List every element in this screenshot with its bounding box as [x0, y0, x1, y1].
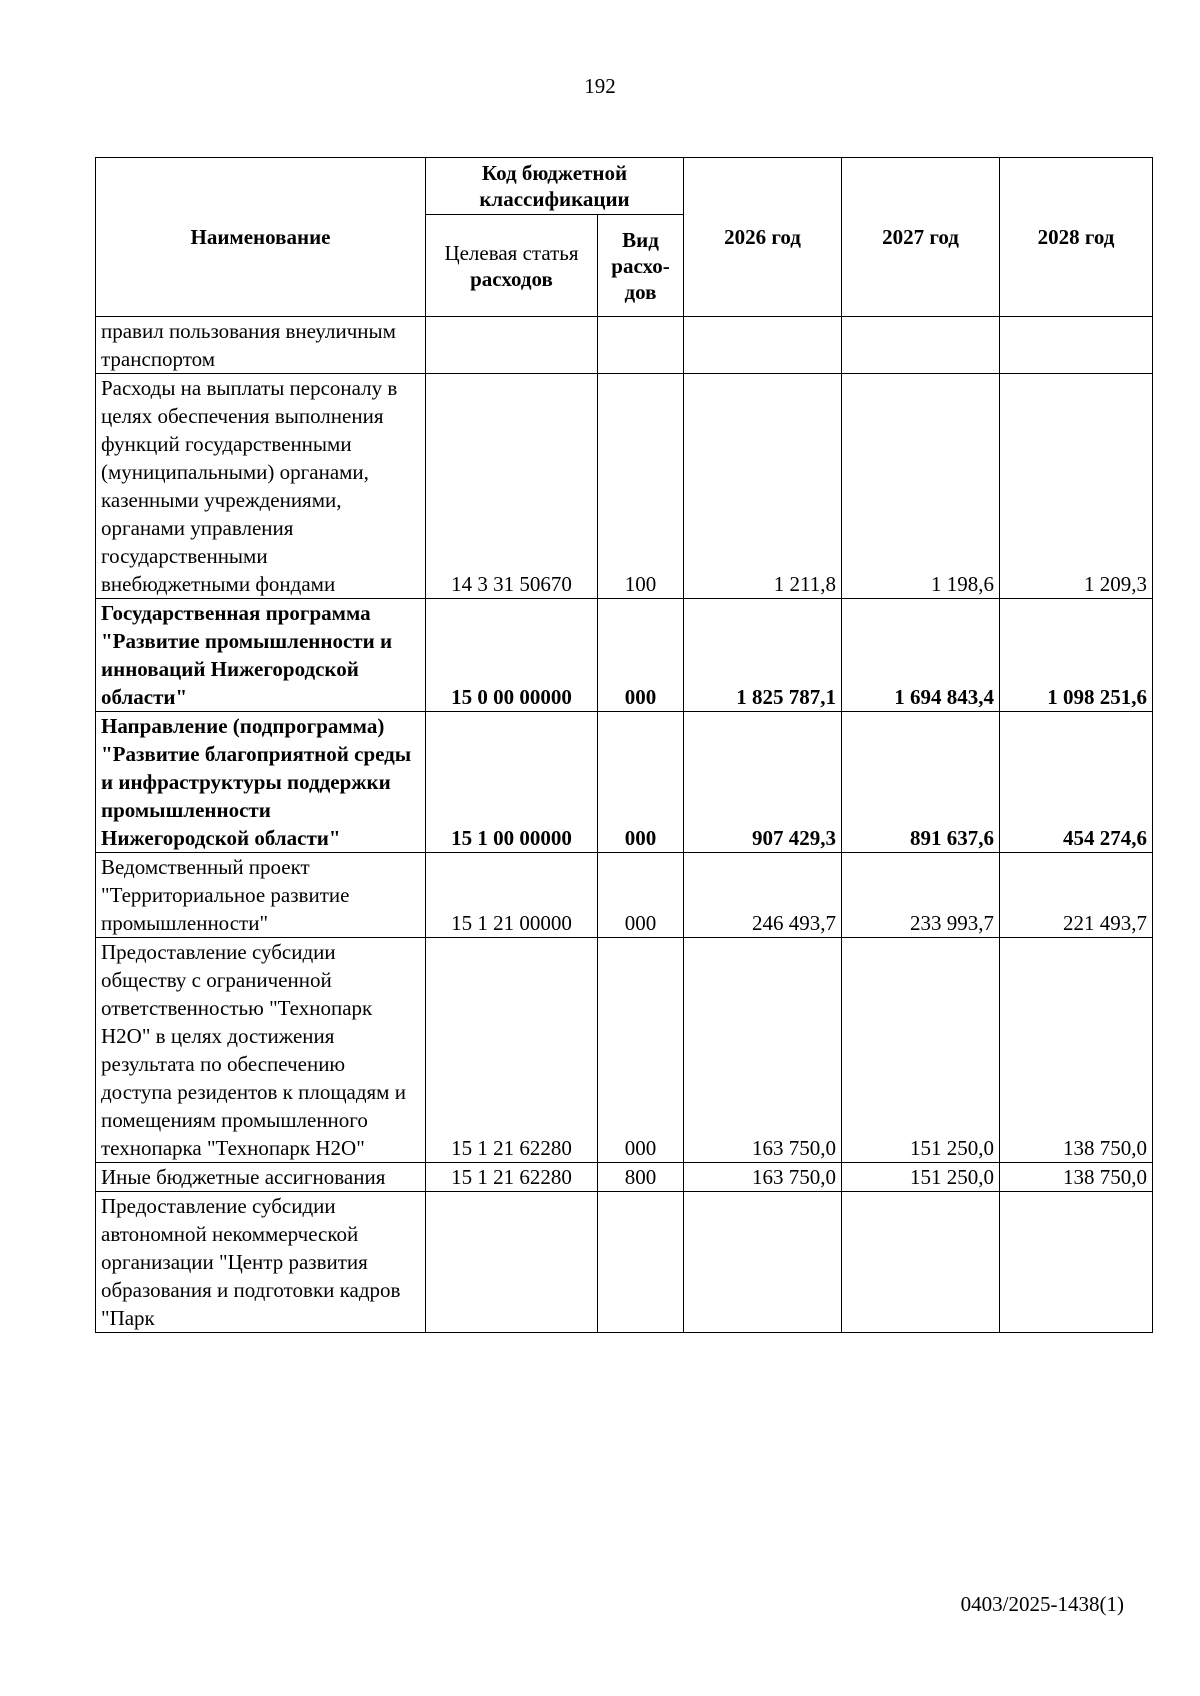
row-name: Иные бюджетные ассигнования	[96, 1163, 426, 1192]
header-target-article-bottom: расходов	[470, 266, 553, 291]
row-value-2028: 138 750,0	[1000, 938, 1153, 1163]
row-target-code	[426, 1192, 598, 1333]
row-target-code: 15 1 21 62280	[426, 938, 598, 1163]
row-value-2028	[1000, 317, 1153, 374]
budget-table	[95, 157, 1153, 1333]
table-row	[96, 317, 1153, 374]
table-row	[96, 853, 1153, 938]
row-value-2026: 1 825 787,1	[684, 599, 842, 712]
row-name: Предоставление субсидии обществу с ограниченной ответственностью "Технопарк Н2О" в целях достижения результата по обеспечению доступа резидентов к площадям и помещениям промышленного технопарка "Технопарк Н2О"	[96, 938, 426, 1163]
header-budget-code: Код бюджетной классификации	[426, 158, 684, 215]
row-value-2026: 163 750,0	[684, 938, 842, 1163]
row-expense-kind	[598, 317, 684, 374]
header-year-2028: 2028 год	[1000, 158, 1153, 317]
table-row	[96, 938, 1153, 1163]
row-expense-kind: 000	[598, 853, 684, 938]
row-name: Предоставление субсидии автономной некоммерческой организации "Центр развития образования и подготовки кадров "Парк	[96, 1192, 426, 1333]
row-value-2027	[842, 317, 1000, 374]
row-value-2027: 891 637,6	[842, 712, 1000, 853]
header-target-article	[426, 215, 598, 317]
row-value-2028: 454 274,6	[1000, 712, 1153, 853]
row-value-2027: 1 694 843,4	[842, 599, 1000, 712]
row-expense-kind: 800	[598, 1163, 684, 1192]
header-year-2027: 2027 год	[842, 158, 1000, 317]
table-row	[96, 1163, 1153, 1192]
table-row	[96, 1192, 1153, 1333]
row-target-code: 15 0 00 00000	[426, 599, 598, 712]
row-value-2028: 138 750,0	[1000, 1163, 1153, 1192]
row-value-2026: 246 493,7	[684, 853, 842, 938]
row-expense-kind: 000	[598, 599, 684, 712]
row-value-2026: 907 429,3	[684, 712, 842, 853]
row-name: Направление (подпрограмма) "Развитие благоприятной среды и инфраструктуры поддержки промышленности Нижегородской области"	[96, 712, 426, 853]
table-row	[96, 374, 1153, 599]
page-number: 192	[584, 74, 616, 98]
row-value-2027	[842, 1192, 1000, 1333]
row-name: Государственная программа "Развитие промышленности и инноваций Нижегородской области"	[96, 599, 426, 712]
table-row	[96, 712, 1153, 853]
row-target-code	[426, 317, 598, 374]
row-value-2027: 151 250,0	[842, 1163, 1000, 1192]
row-name: Расходы на выплаты персоналу в целях обеспечения выполнения функций государственными (муниципальными) органами, казенными учреждениями, органами управления государственными внебюджетными фондами	[96, 374, 426, 599]
row-expense-kind: 100	[598, 374, 684, 599]
row-target-code: 15 1 21 00000	[426, 853, 598, 938]
header-year-2026: 2026 год	[684, 158, 842, 317]
row-target-code: 15 1 21 62280	[426, 1163, 598, 1192]
header-name: Наименование	[96, 158, 426, 317]
header-expense-kind: Вид расхо-дов	[598, 215, 684, 317]
row-expense-kind	[598, 1192, 684, 1333]
row-value-2028	[1000, 1192, 1153, 1333]
table-row	[96, 599, 1153, 712]
row-expense-kind: 000	[598, 938, 684, 1163]
row-value-2028: 221 493,7	[1000, 853, 1153, 938]
document-code: 0403/2025-1438(1)	[960, 1592, 1124, 1616]
row-expense-kind: 000	[598, 712, 684, 853]
row-target-code: 14 3 31 50670	[426, 374, 598, 599]
row-name: правил пользования внеуличным транспортом	[96, 317, 426, 374]
row-value-2027: 1 198,6	[842, 374, 1000, 599]
row-value-2028: 1 098 251,6	[1000, 599, 1153, 712]
row-value-2026	[684, 1192, 842, 1333]
row-value-2027: 151 250,0	[842, 938, 1000, 1163]
row-target-code: 15 1 00 00000	[426, 712, 598, 853]
row-value-2027: 233 993,7	[842, 853, 1000, 938]
row-value-2026: 163 750,0	[684, 1163, 842, 1192]
row-value-2026: 1 211,8	[684, 374, 842, 599]
header-target-article-top: Целевая статья	[444, 240, 579, 265]
row-value-2028: 1 209,3	[1000, 374, 1153, 599]
row-name: Ведомственный проект "Территориальное развитие промышленности"	[96, 853, 426, 938]
row-value-2026	[684, 317, 842, 374]
